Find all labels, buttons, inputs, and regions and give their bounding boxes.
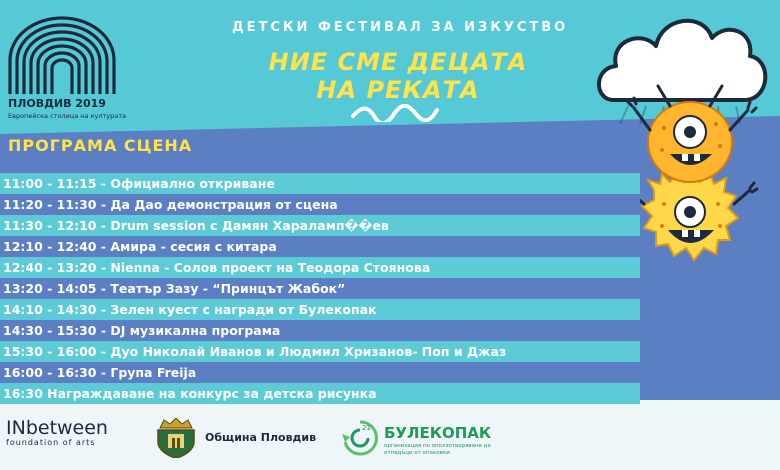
schedule-row: 16:00 - 16:30 - Група Freija <box>0 362 640 383</box>
bottom-monster-icon <box>626 172 757 260</box>
schedule-row: 14:30 - 15:30 - DJ музикална програма <box>0 320 640 341</box>
schedule-row: 12:40 - 13:20 - Nienna - Солов проект на Теодора Стоянова <box>0 257 640 278</box>
schedule-row: 11:00 - 11:15 - Официално откриване <box>0 173 640 194</box>
schedule-row: 15:30 - 16:00 - Дуо Николай Иванов и Людмил Хризанов- Поп и Джаз <box>0 341 640 362</box>
logo-name: ПЛОВДИВ 2019 <box>8 97 106 110</box>
inbetween-name: INbetween <box>6 417 108 439</box>
schedule-row: 11:30 - 12:10 - Drum session с Дамян Хараламп��ев <box>0 215 640 236</box>
logo-tagline: Европейска столица на културата <box>8 112 126 120</box>
schedule-row: 11:20 - 11:30 - Да Дао демонстрация от сцена <box>0 194 640 215</box>
schedule-row: 16:30 Награждаване на конкурс за детска рисунка <box>0 383 640 404</box>
title-line-1: НИЕ СМЕ ДЕЦАТА <box>268 48 528 76</box>
top-monster-icon <box>628 86 756 182</box>
inbetween-subtitle: foundation of arts <box>6 438 96 447</box>
festival-title <box>268 48 528 104</box>
festival-subtitle: ДЕТСКИ ФЕСТИВАЛ ЗА ИЗКУСТВО <box>232 20 569 35</box>
bulekopak-name: БУЛЕКОПАК <box>384 424 492 442</box>
svg-text:21: 21 <box>362 424 371 432</box>
schedule-row: 14:10 - 14:30 - Зелен куест с награди от Булекопак <box>0 299 640 320</box>
monsters-illustration-icon <box>624 80 764 280</box>
inbetween-logo <box>6 418 108 447</box>
schedule-row: 13:20 - 14:05 - Театър Зазу - “Принцът Жабок” <box>0 278 640 299</box>
section-title: ПРОГРАМА СЦЕНА <box>8 136 193 155</box>
plovdiv-crest-icon <box>154 418 198 458</box>
wave-squiggle-icon <box>350 104 440 122</box>
bulekopak-tagline: организация по оползотворяване на отпадъци от опаковки <box>384 443 491 456</box>
municipality-name: Община Пловдив <box>205 431 317 444</box>
title-line-2: НА РЕКАТА <box>316 76 480 104</box>
bulekopak-recycle-icon <box>340 418 380 458</box>
plovdiv-arch-logo-icon <box>6 14 118 96</box>
program-schedule <box>0 173 640 404</box>
schedule-row: 12:10 - 12:40 - Амира - сесия с китара <box>0 236 640 257</box>
